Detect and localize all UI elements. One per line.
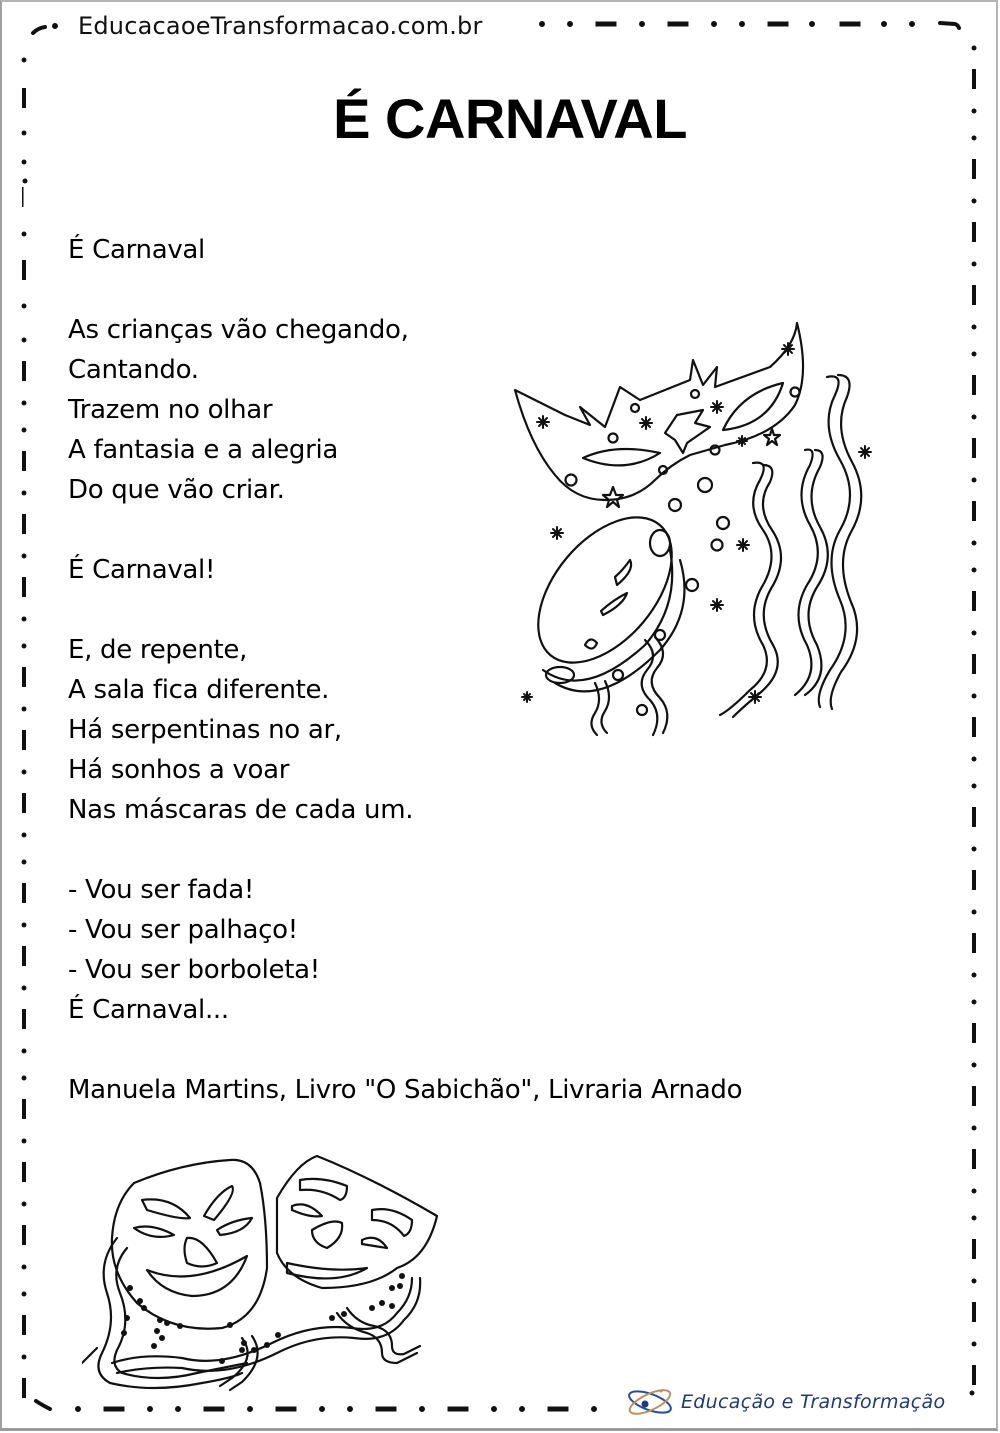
page-title: É CARNAVAL bbox=[333, 87, 687, 150]
brand-name: Educação e Transformação bbox=[681, 1391, 946, 1413]
orbit-logo-icon bbox=[625, 1382, 675, 1422]
poem-line: - Vou ser borboleta! bbox=[68, 955, 320, 985]
theater-masks-illustration bbox=[82, 1138, 457, 1398]
poem-line: A fantasia e a alegria bbox=[68, 435, 339, 465]
poem-line: É Carnaval... bbox=[68, 995, 229, 1025]
carnival-mask-illustration bbox=[505, 315, 880, 740]
poem-attribution: Manuela Martins, Livro "O Sabichão", Livraria Arnado bbox=[68, 1075, 743, 1105]
poem-line: - Vou ser palhaço! bbox=[68, 915, 298, 945]
poem-line: Há sonhos a voar bbox=[68, 755, 290, 785]
poem-line: Nas máscaras de cada um. bbox=[68, 795, 414, 825]
poem-line: Há serpentinas no ar, bbox=[68, 715, 342, 745]
poem-line: E, de repente, bbox=[68, 635, 248, 665]
poem-line: As crianças vão chegando, bbox=[68, 315, 409, 345]
poem-line: Trazem no olhar bbox=[68, 395, 273, 425]
site-url: EducacaoeTransformacao.com.br bbox=[78, 12, 483, 40]
poem-line: É Carnaval bbox=[68, 235, 205, 265]
poem-line: - Vou ser fada! bbox=[68, 875, 255, 905]
poem-line: Do que vão criar. bbox=[68, 475, 285, 505]
poem-line: A sala fica diferente. bbox=[68, 675, 330, 705]
brand-footer bbox=[625, 1382, 945, 1422]
poem-line: É Carnaval! bbox=[68, 555, 216, 585]
poem-line: Cantando. bbox=[68, 355, 199, 385]
